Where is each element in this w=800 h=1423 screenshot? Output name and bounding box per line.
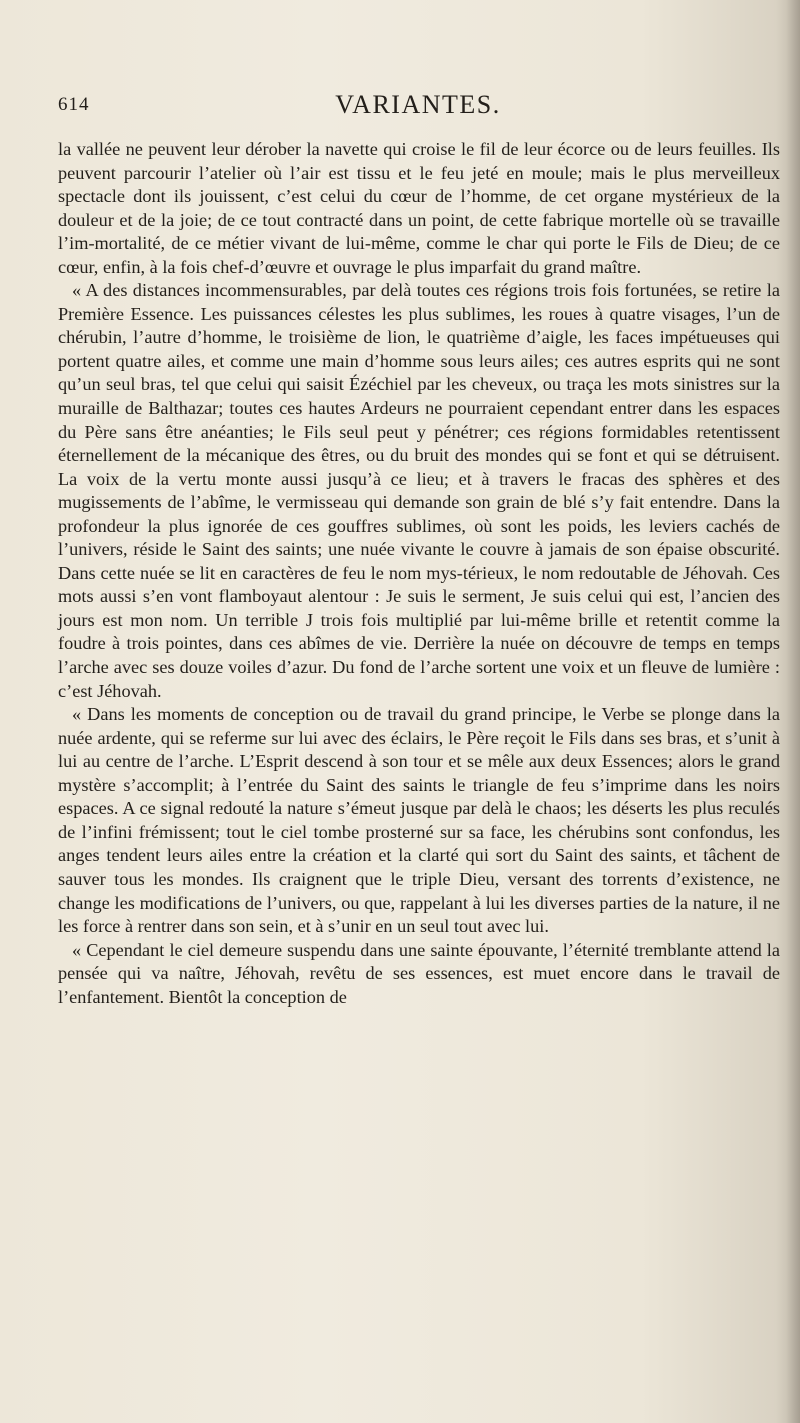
running-title: VARIANTES. <box>335 90 501 119</box>
paragraph: « Dans les moments de conception ou de travail du grand principe, le Verbe se plonge dans la nuée ardente, qui se referme sur lui avec des éclairs, le Père reçoit le Fils dans ses bras, et s’unit à lui au centre de l’arche. L’Esprit descend à son tour et se mêle aux deux Essences; alors le grand mystère s’accomplit; à l’entrée du Saint des saints le triangle de feu s’imprime dans les noirs espaces. A ce signal redouté la nature s’émeut jusque par delà le chaos; les déserts les plus reculés de l’infini frémissent; tout le ciel tombe prosterné sur sa face, les chérubins sont confondus, les anges tendent leurs ailes entre la création et la clarté qui sort du Saint des saints, et tâchent de sauver tous les mondes. Ils craignent que le triple Dieu, versant des torrents d’existence, ne change les modifications de l’univers, ou que, rappelant à lui les diverses parties de la nature, il ne les force à rentrer dans son sein, et à s’unir en un seul tout avec lui. <box>58 704 780 937</box>
paragraph: la vallée ne peuvent leur dérober la navette qui croise le fil de leur écorce ou de leurs feuilles. Ils peuvent parcourir l’atelier où l’air est tissu et le feu jeté en moule; mais le plus merveilleux spectacle dont ils jouissent, c’est celui du cœur de l’homme, de cet organe mystérieux de la douleur et de la joie; de ce tout contracté dans un point, de cette fabrique mortelle où se travaille l’im-mortalité, de ce métier vivant de lui-même, comme le char qui porte le Fils de Dieu; de ce cœur, enfin, à la fois chef-d’œuvre et ouvrage le plus imparfait du grand maître. <box>58 139 780 277</box>
body-text <box>58 138 780 1009</box>
page-edge-shadow <box>786 0 800 1423</box>
page-header <box>58 90 780 124</box>
paragraph: « A des distances incommensurables, par delà toutes ces régions trois fois fortunées, se retire la Première Essence. Les puissances célestes les plus sublimes, les roues à quatre visages, l’un de chérubin, l’autre d’homme, le troisième de lion, le quatrième d’aigle, les faces impétueuses qui portent quatre ailes, et comme une main d’homme sous leurs ailes; ces autres esprits qui ne sont qu’un seul bras, tel que celui qui saisit Ézéchiel par les cheveux, ou traça les mots sinistres sur la muraille de Balthazar; toutes ces hautes Ardeurs ne pourraient cependant entrer dans les espaces du Père sans être anéanties; le Fils seul peut y pénétrer; ces régions formidables retentissent éternellement de la mécanique des êtres, ou du bruit des mondes qui se font et qui se détruisent. La voix de la vertu monte aussi jusqu’à ce lieu; et à travers le fracas des sphères et des mugissements de l’abîme, le vermisseau qui demande son grain de blé s’y fait entendre. Dans la profondeur la plus ignorée de ces gouffres sublimes, où sont les poids, les leviers cachés de l’univers, réside le Saint des saints; une nuée vivante le couvre à jamais de son épaise obscurité. Dans cette nuée se lit en caractères de feu le nom mys-térieux, le nom redoutable de Jéhovah. Ces mots aussi s’en vont flamboyaut alentour : Je suis le serment, Je suis celui qui est, l’ancien des jours est mon nom. Un terrible J trois fois multiplié par lui-même brille et retentit comme la foudre à trois pointes, dans ces abîmes de vie. Derrière la nuée on découvre de temps en temps l’arche avec ses douze voiles d’azur. Du fond de l’arche sortent une voix et un fleuve de lumière : c’est Jéhovah. <box>58 280 780 701</box>
paragraph: « Cependant le ciel demeure suspendu dans une sainte épouvante, l’éternité tremblante attend la pensée qui va naître, Jéhovah, revêtu de ses essences, est muet encore dans le travail de l’enfantement. Bientôt la conception de <box>58 939 780 1007</box>
page-number: 614 <box>58 94 90 115</box>
